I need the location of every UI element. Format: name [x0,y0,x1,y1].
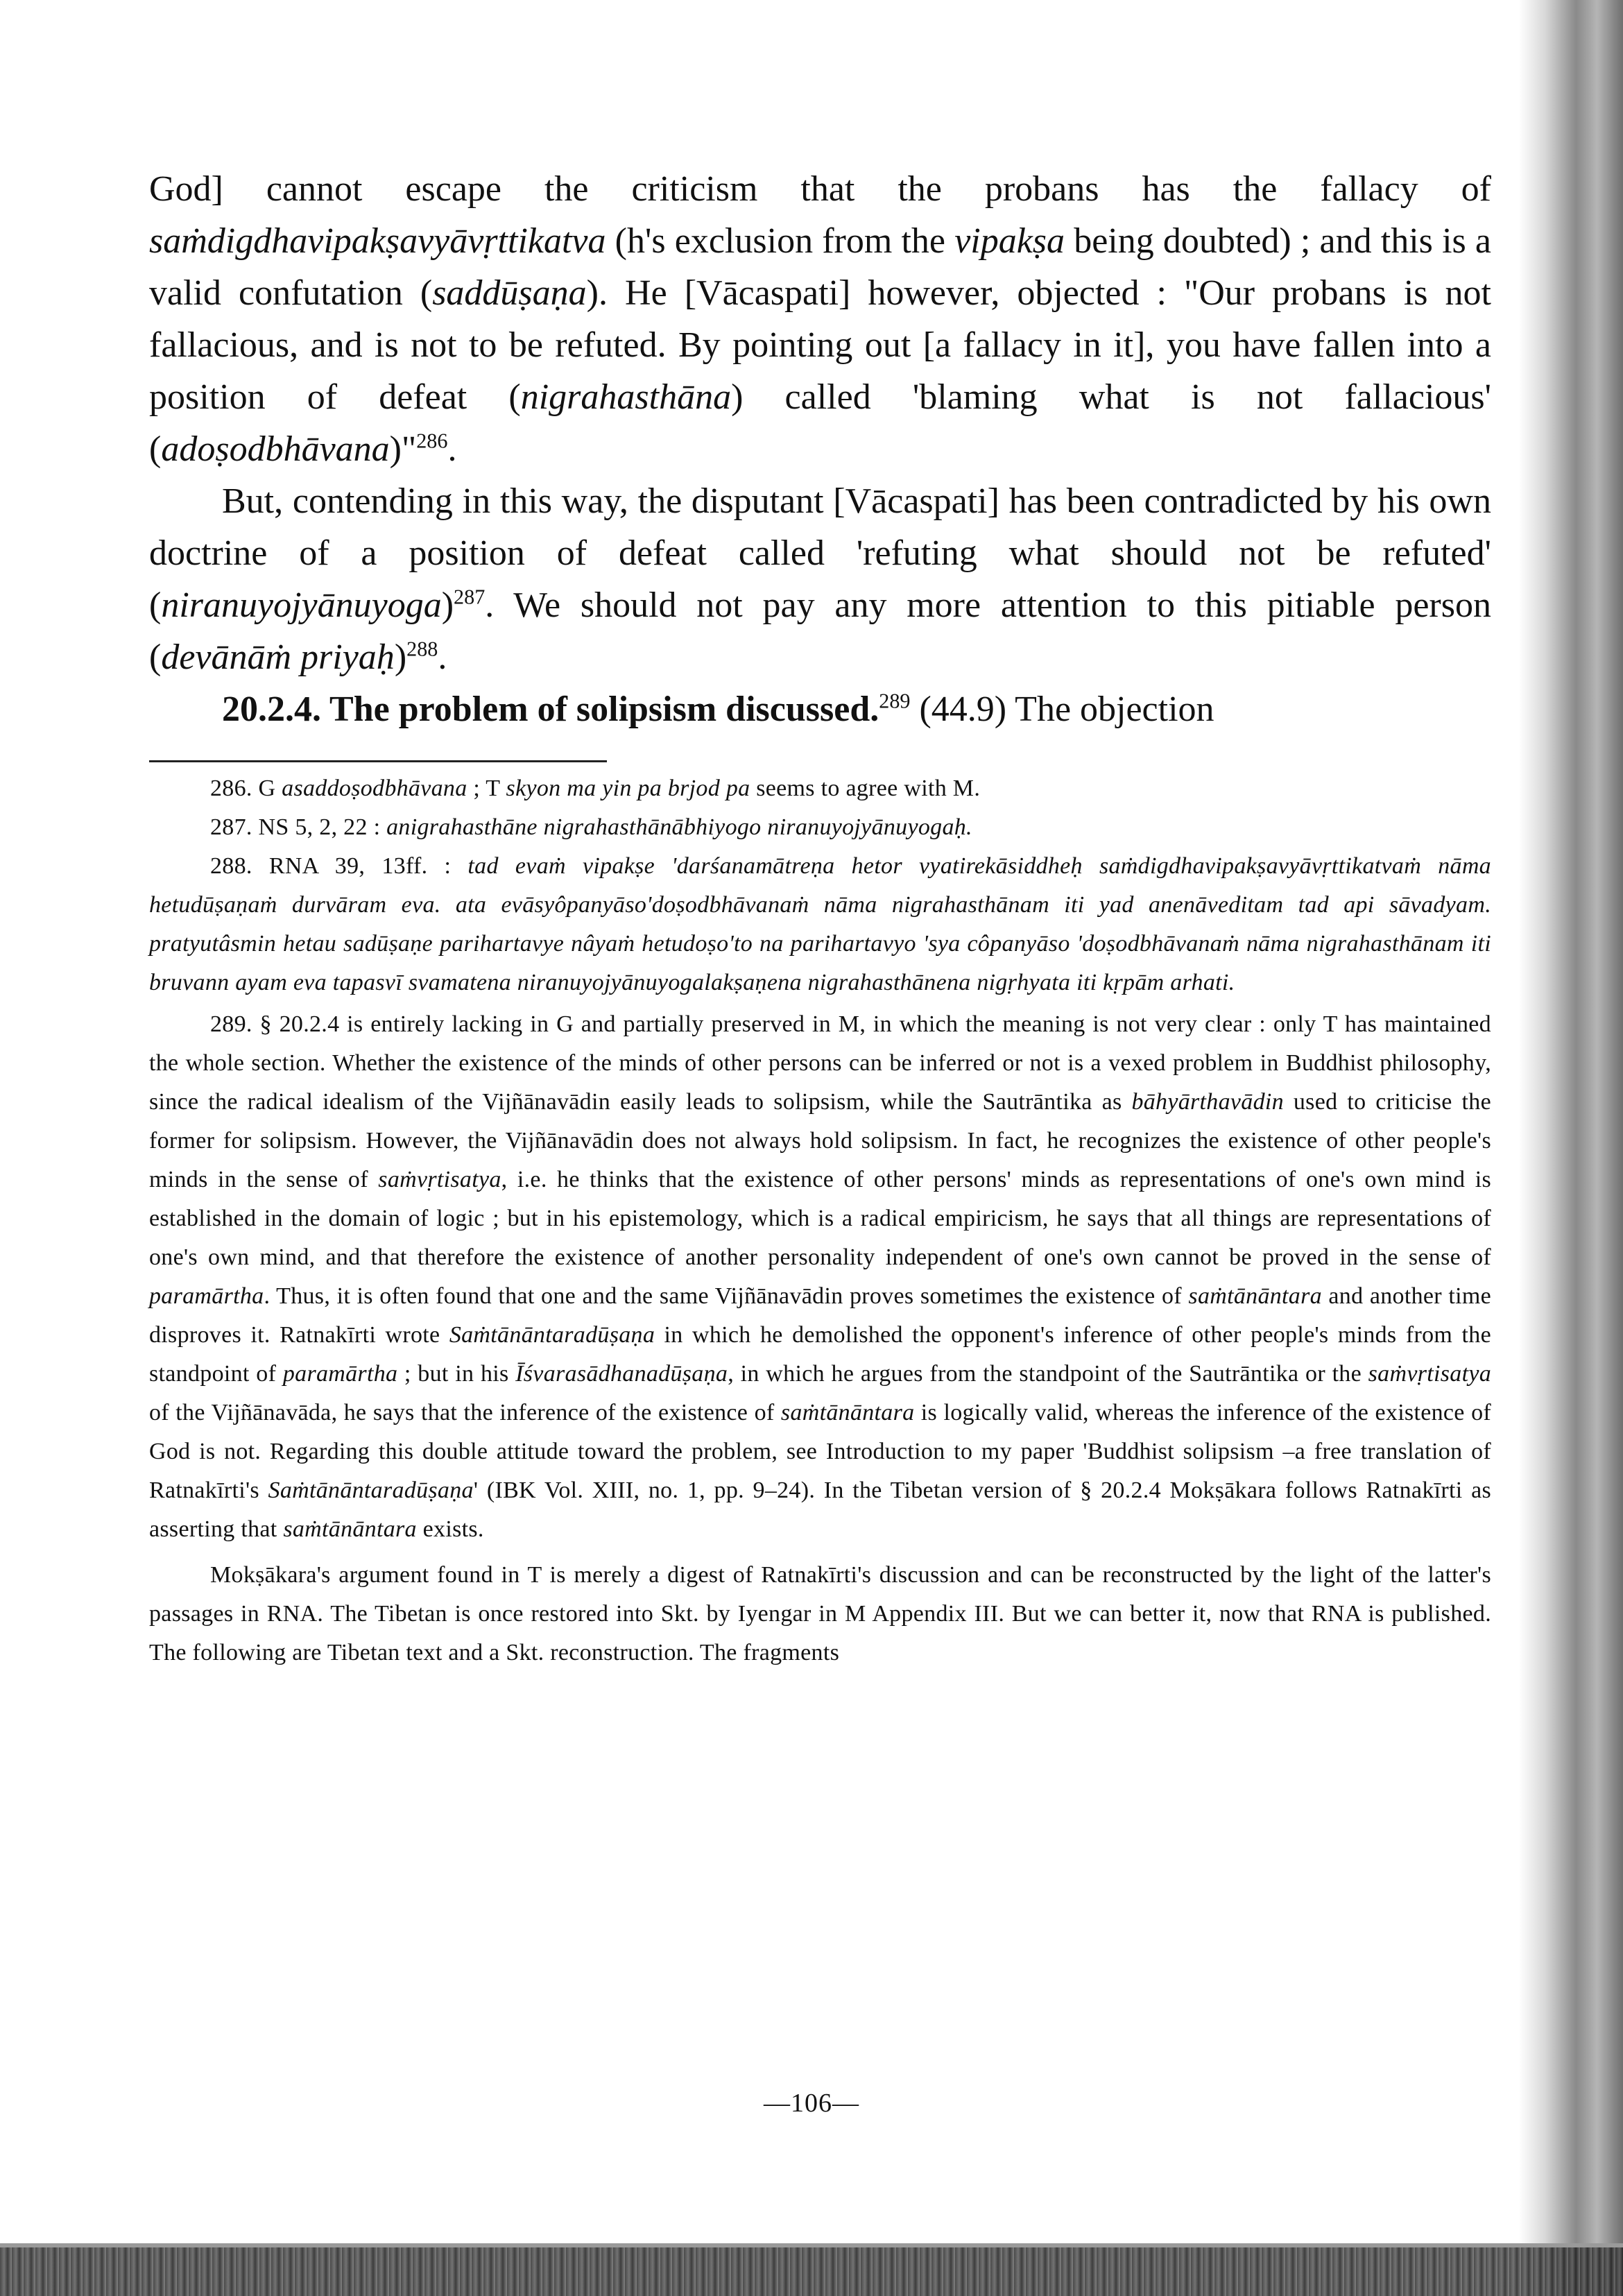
text-run: ) called 'blaming what is not fallacious' ( [149,377,1491,469]
footnote-287 [149,808,1491,847]
text-run: . [438,637,447,677]
italic-term: saṁtānāntara [1188,1283,1322,1309]
italic-term: Saṁtānāntaradūṣaṇa [268,1477,474,1503]
text-run: and another time disproves it. Ratnakīrti wrote [149,1283,1491,1348]
footnote-289 [149,1005,1491,1549]
text-run: . We should not pay any more attention to this pitiable person ( [149,585,1491,677]
italic-term: saṁvṛtisatya [1368,1361,1492,1387]
italic-term: devānāṁ priyaḥ [161,637,395,677]
text-run: , i.e. he thinks that the existence of other persons' minds as representations of one's own mind is established in the domain of logic ; but in his epistemology, which is a radical empiricism, he says that all things are representations of one's own mind, and that therefore the existence of another personality independent of one's own cannot be proved in the sense of [149,1167,1491,1270]
italic-term: bāhyārthavādin [1131,1089,1284,1115]
italic-term: anigrahasthāne nigrahasthānābhiyogo niranuyojyānuyogaḥ. [386,814,972,840]
footnote-289-continuation: Mokṣākara's argument found in T is merely a digest of Ratnakīrti's discussion and can be reconstructed by the light of the latter's passages in RNA. The Tibetan is once restored into Skt. by Iyengar in M Appendix III. But we can better it, now that RNA is published. The following are Tibetan text and a Skt. reconstruction. The fragments [149,1562,1491,1665]
text-run: ; but in his [397,1361,516,1387]
text-run: ) [394,637,407,677]
footnotes [149,769,1491,1672]
text-run: seems to agree with M. [750,776,981,801]
italic-term: Īśvarasādhanadūṣaṇa [515,1361,728,1387]
text-run: )" [389,429,417,469]
text-run: . Thus, it is often found that one and the same Vijñānavādin proves sometimes the existence of [264,1283,1189,1309]
footnote-288 [149,847,1491,1002]
text-run: G [252,776,282,801]
italic-term: adoṣodbhāvana [161,429,390,469]
italic-term: vipakṣa [954,221,1065,261]
text-run: § 20.2.4 is entirely lacking in G and partially preserved in M, in which the meaning is not very clear : only T has maintained the whole section. Whether the existence of the minds of other persons can be inferred or not is a vexed problem in Buddhist philosophy, since the radical idealism of the Vijñānavādin easily leads to solipsism, while the Sautrāntika as [149,1011,1491,1115]
footnote-286 [149,769,1491,808]
text-run: . [447,429,457,469]
italic-term: saddūṣaṇa [432,273,587,313]
footnote-ref-288[interactable]: 288 [406,637,438,661]
text-run: in which he demolished the opponent's inference of other people's minds from the standpoint of [149,1322,1491,1387]
footnote-ref-289[interactable]: 289 [879,689,911,713]
paragraph-1 [149,163,1491,475]
text-run: is logically valid, whereas the inference of the existence of God is not. Regarding this double attitude toward the problem, see Introduction to my paper 'Buddhist solipsism –a free translation of Ratnakīrti's [149,1400,1491,1503]
page-number: —106— [764,2089,859,2118]
text-run: ' (IBK Vol. XIII, no. 1, pp. 9–24). In the Tibetan version of § 20.2.4 Mokṣākara follows Ratnakīrti as asserting that [149,1477,1491,1542]
text-run: , in which he argues from the standpoint of the Sautrāntika or the [728,1361,1368,1387]
italic-term: paramārtha [149,1283,264,1309]
text-run: ; T [467,776,506,801]
text-run: being doubted) ; and this is a valid confutation ( [149,221,1491,313]
text-run: exists. [416,1516,484,1542]
scan-shadow-bottom [0,2247,1623,2296]
footnote-number: 286. [210,776,252,801]
italic-term: saṁvṛtisatya [378,1167,501,1192]
footnote-ref-287[interactable]: 287 [454,585,486,609]
section-heading: 20.2.4. The problem of solipsism discussed. [222,689,879,729]
italic-term: Saṁtānāntaradūṣaṇa [449,1322,655,1348]
italic-term: asaddoṣodbhāvana [282,776,467,801]
scan-shadow-right [1519,0,1623,2296]
main-text [149,163,1491,735]
italic-term: paramārtha [282,1361,398,1387]
footnote-number: 287. [210,814,252,840]
text-run: of the Vijñānavāda, he says that the inference of the existence of [149,1400,781,1425]
italic-term: skyon ma yin pa brjod pa [506,776,750,801]
italic-term: saṁtānāntara [780,1400,915,1425]
text-run: (h's exclusion from the [606,221,955,261]
page-body [149,163,1491,1672]
paragraph-2 [149,475,1491,683]
text-run: RNA 39, 13ff. : [252,853,468,879]
text-run: ). He [Vācaspati] however, objected : "Our probans is not fallacious, and is not to be refuted. By pointing out [a fallacy in it], you have fallen into a position of defeat ( [149,273,1491,417]
italic-term: tad evaṁ vipakṣe 'darśanamātreṇa hetor vyatirekāsiddheḥ saṁdigdhavipakṣavyāvṛttikatvaṁ nāma hetudūṣaṇaṁ durvāram eva. ata evāsyôpanyāso'doṣodbhāvanaṁ nāma nigrahasthānam iti yad anenāveditam tad api sāvadyam. pratyutâsmin hetau sadūṣaṇe parihartavye nâyaṁ hetudoṣo'to na parihartavyo 'sya côpanyāso 'doṣodbhāvanaṁ nāma nigrahasthānam iti bruvann ayam eva tapasvī svamatena niranuyojyānuyogalakṣaṇena nigrahasthānena nigṛhyata iti kṛpām arhati. [149,853,1491,995]
footnote-divider [149,760,607,762]
footnote-number: 288. [210,853,252,879]
italic-term: niranuyojyānuyoga [161,585,442,625]
footnote-number: 289. [210,1011,252,1037]
text-run: NS 5, 2, 22 : [252,814,387,840]
text-run: (44.9) The objection [910,689,1214,729]
italic-term: saṁdigdhavipakṣavyāvṛttikatva [149,221,606,261]
italic-term: nigrahasthāna [520,377,732,417]
text-run: used to criticise the former for solipsism. However, the Vijñānavādin does not always hold solipsism. In fact, he recognizes the existence of other people's minds in the sense of [149,1089,1491,1192]
section-heading-paragraph [149,683,1491,735]
text-run: God] cannot escape the criticism that the probans has the fallacy of [149,169,1491,209]
text-run: ) [441,585,454,625]
text-run: But, contending in this way, the disputant [Vācaspati] has been contradicted by his own doctrine of a position of defeat called 'refuting what should not be refuted' ( [149,481,1491,625]
footnote-ref-286[interactable]: 286 [416,429,448,453]
italic-term: saṁtānāntara [283,1516,417,1542]
